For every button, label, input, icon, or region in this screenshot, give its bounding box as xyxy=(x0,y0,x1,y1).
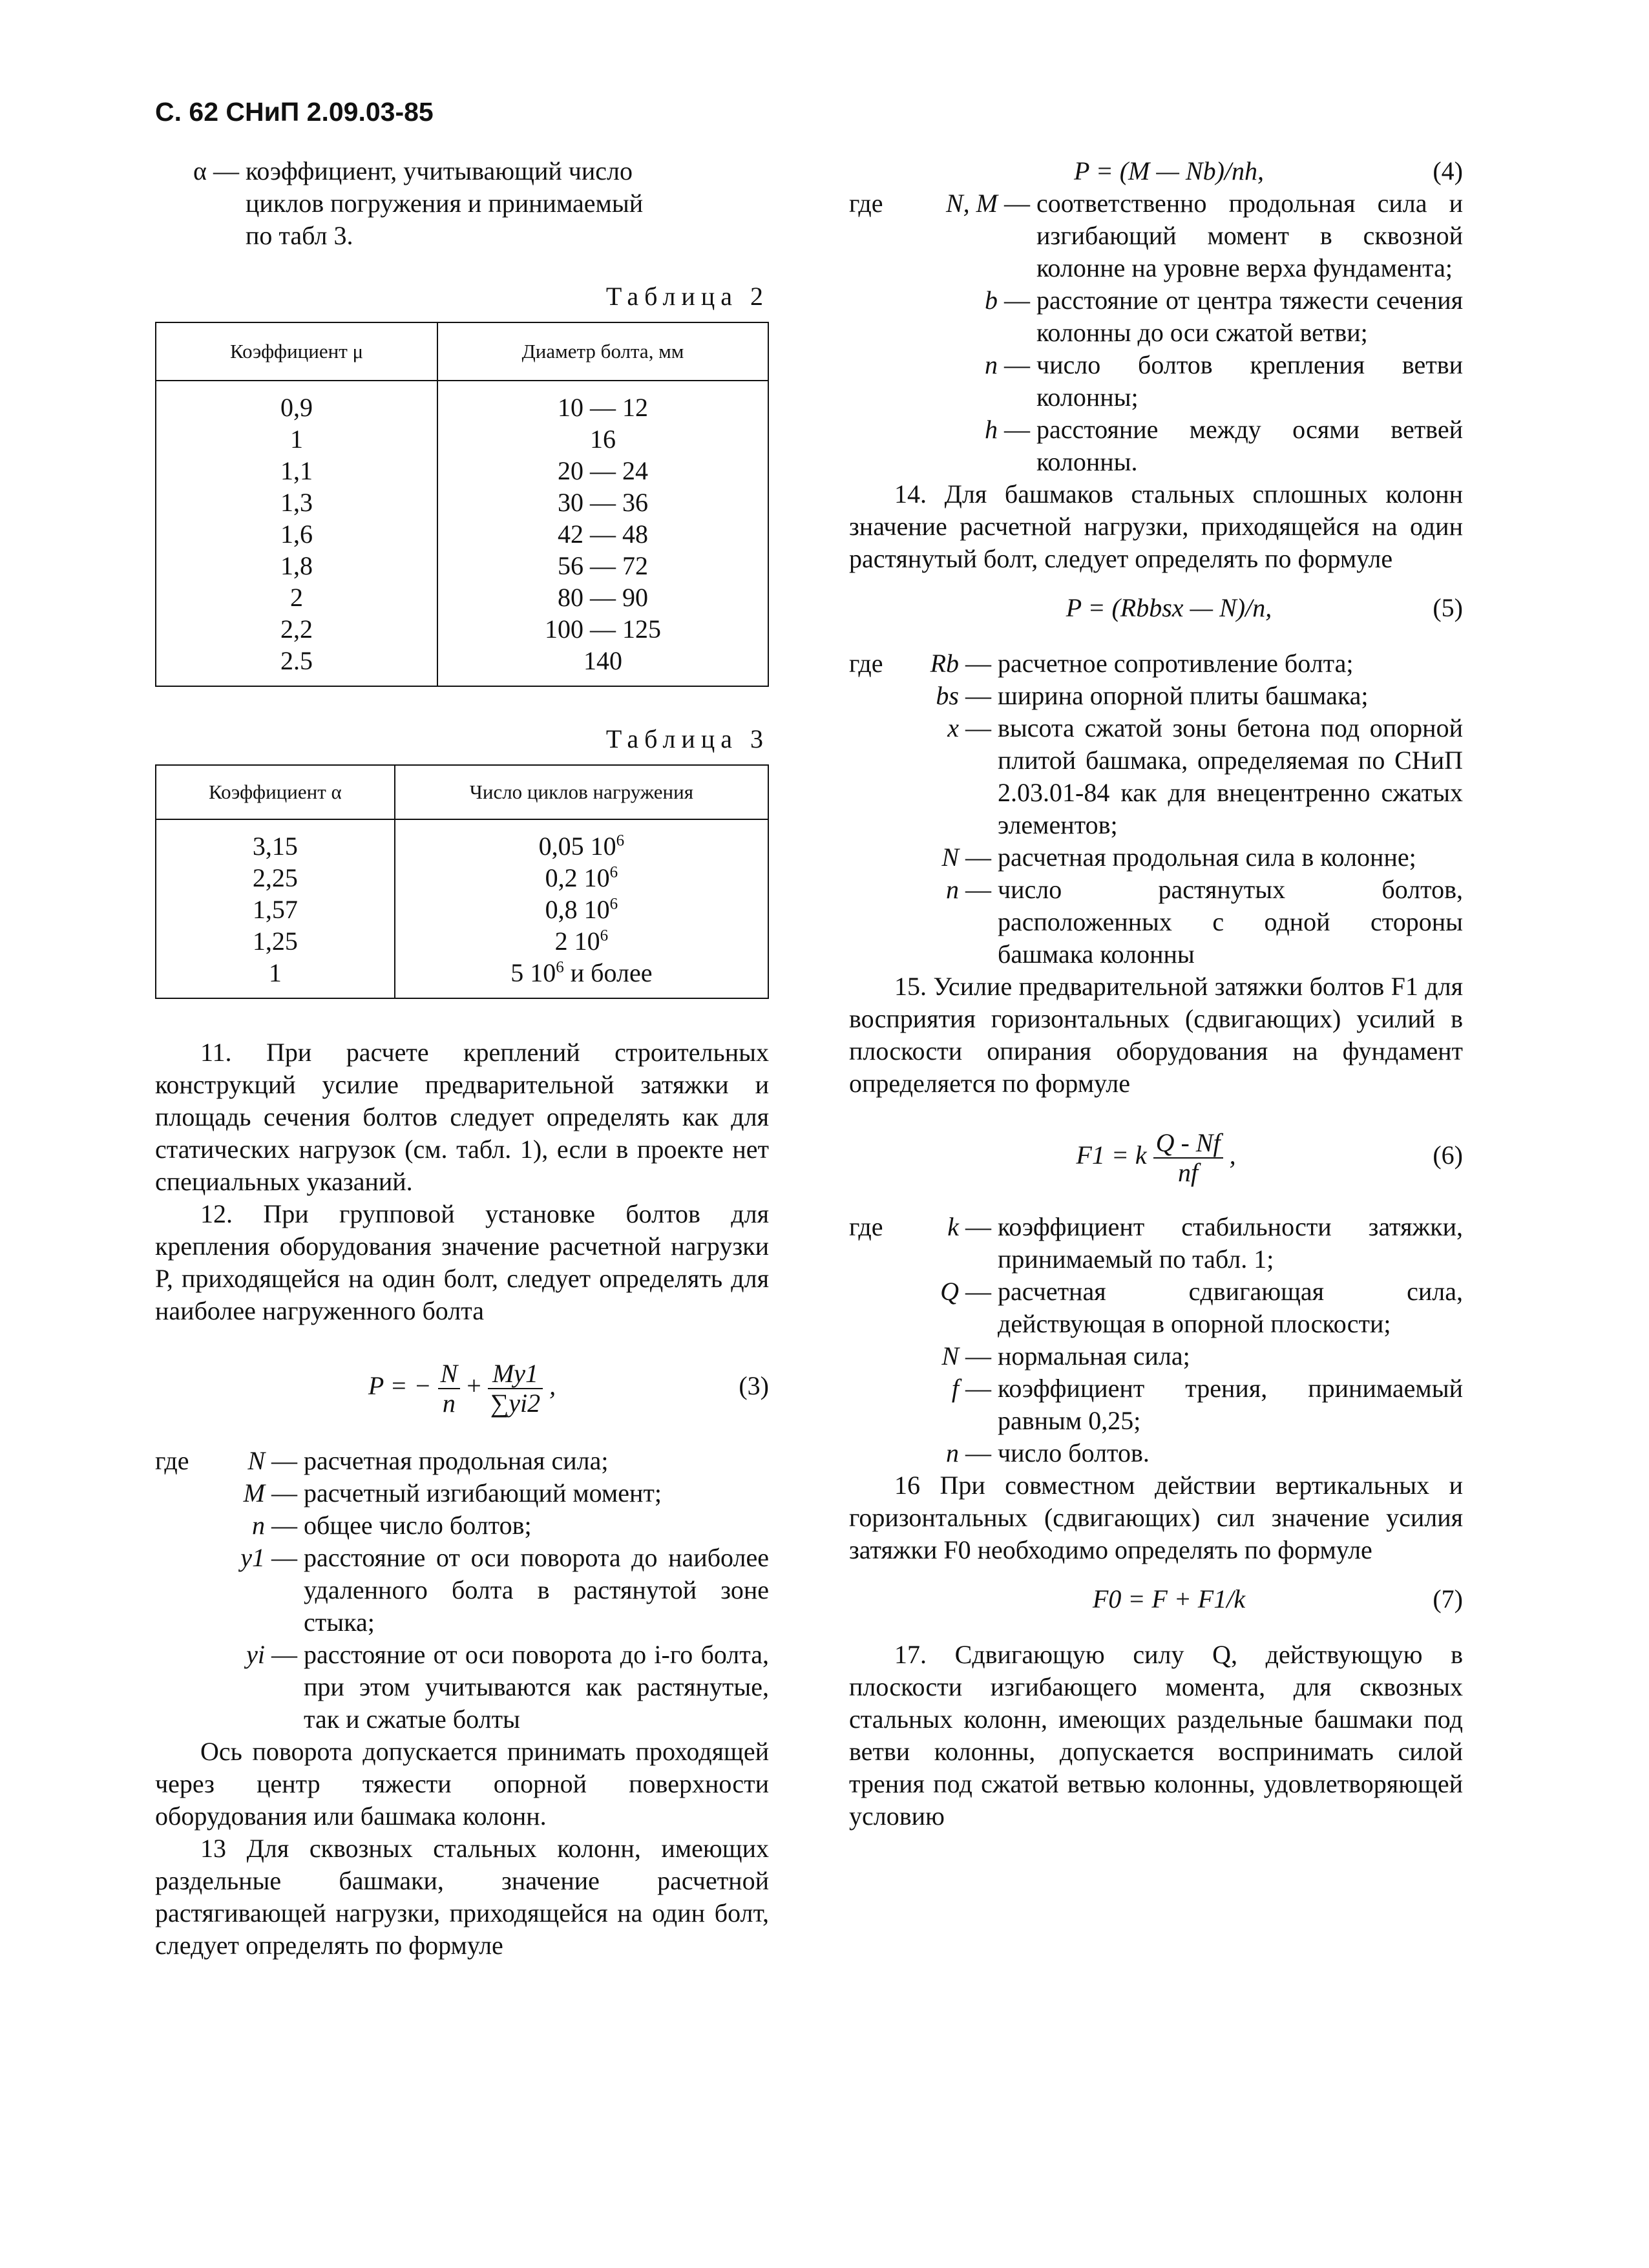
formula-3-definitions xyxy=(155,1445,769,1736)
definition-row xyxy=(849,349,1463,414)
definition-symbol: k xyxy=(947,1212,959,1241)
cycles-mantissa: 5 10 xyxy=(510,958,556,987)
table-row xyxy=(156,613,768,645)
definition-row xyxy=(849,680,1463,712)
definition-symbol: n xyxy=(946,875,959,904)
table-cell: 0,9 xyxy=(156,381,437,423)
formula-7-body: F0 = F + F1/k xyxy=(1092,1584,1246,1613)
table2-title: Таблица 2 xyxy=(605,282,769,311)
definition-symbol: x xyxy=(947,713,959,742)
def-text: коэффициент, учитывающий число циклов погружения и принимаемый по табл 3. xyxy=(246,156,644,250)
definition-row xyxy=(155,1542,769,1639)
table-cell: 1,25 xyxy=(156,925,395,957)
definition-lead: где xyxy=(849,1212,883,1241)
definition-dash: — xyxy=(271,1543,297,1572)
formula-number: (6) xyxy=(1433,1140,1463,1170)
paragraph-13: 13 Для сквозных стальных колонн, имеющих раздельные башмаки, значение расчетной растягивающей нагрузки, приходящейся на один болт, следует определять по формуле xyxy=(155,1834,769,1960)
definition-dash: — xyxy=(965,1374,991,1403)
table-row xyxy=(156,862,768,894)
definition-row xyxy=(849,712,1463,841)
formula-tail: , xyxy=(549,1371,556,1400)
paragraph-axis: Ось поворота допускается принимать проходящей через центр тяжести опорной поверхности оборудования или башмака колонн. xyxy=(155,1737,769,1831)
numerator: My1 xyxy=(488,1360,543,1389)
definition-symbol: b xyxy=(985,286,998,315)
table-header: Коэффициент μ xyxy=(156,322,437,381)
right-column xyxy=(849,155,1463,1832)
cycles-mantissa: 2 10 xyxy=(554,927,600,956)
definition-dash: — xyxy=(271,1446,297,1475)
definition-symbol: N, M xyxy=(946,189,998,218)
table-header: Число циклов нагружения xyxy=(395,765,768,819)
definition-symbol: n xyxy=(946,1438,959,1467)
definition-text: расчетный изгибающий момент; xyxy=(304,1478,662,1507)
formula-3-body xyxy=(368,1344,556,1428)
formula-4-body: P = (M — Nb)/nh, xyxy=(1073,156,1265,185)
definition-symbol: y1 xyxy=(240,1543,265,1572)
table-cell xyxy=(395,957,768,998)
cycles-mantissa: 0,8 10 xyxy=(545,895,610,924)
paragraph-14: 14. Для башмаков стальных сплошных колонн значение расчетной нагрузки, приходящейся на один растянутый болт, следует определять по формуле xyxy=(849,479,1463,573)
definition-dash: — xyxy=(271,1511,297,1540)
formula-number: (3) xyxy=(739,1371,769,1400)
table-cell: 1,57 xyxy=(156,894,395,925)
table-cell: 56 — 72 xyxy=(437,550,768,582)
definition-dash: — xyxy=(965,649,991,678)
table-cell: 2.5 xyxy=(156,645,437,686)
denominator: ∑yi2 xyxy=(490,1388,541,1418)
definition-dash: — xyxy=(965,1438,991,1467)
definition-dash: — xyxy=(965,843,991,872)
definition-dash: — xyxy=(1004,350,1030,379)
definition-symbol: h xyxy=(985,415,998,444)
table-row xyxy=(156,423,768,455)
table-cell: 3,15 xyxy=(156,819,395,862)
definition-lead: где xyxy=(849,649,883,678)
table-row xyxy=(156,487,768,518)
definition-symbol: M xyxy=(243,1478,265,1507)
table-row xyxy=(156,550,768,582)
numerator: Q - Nf xyxy=(1153,1129,1223,1159)
table-cell xyxy=(395,894,768,925)
definition-row xyxy=(849,1211,1463,1276)
formula-5-definitions xyxy=(849,647,1463,971)
definition-dash: — xyxy=(1004,189,1030,218)
definition-text: расчетная продольная сила в колонне; xyxy=(998,843,1416,872)
formula-number: (4) xyxy=(1433,156,1463,185)
definition-dash: — xyxy=(965,1277,991,1306)
paragraph-16: 16 При совместном действии вертикальных и горизонтальных (сдвигающих) сил значение усилия затяжки F0 необходимо определять по формуле xyxy=(849,1471,1463,1564)
formula-number: (5) xyxy=(1433,593,1463,622)
def-symbol: α xyxy=(193,156,207,185)
definition-text: общее число болтов; xyxy=(304,1511,532,1540)
formula-6-definitions xyxy=(849,1211,1463,1469)
cycles-mantissa: 0,05 10 xyxy=(538,832,616,861)
table-row xyxy=(156,957,768,998)
table-row xyxy=(156,645,768,686)
definition-text: ширина опорной плиты башмака; xyxy=(998,681,1369,710)
denominator: n xyxy=(442,1388,456,1418)
definition-text: число болтов. xyxy=(998,1438,1150,1467)
table-cell: 42 — 48 xyxy=(437,518,768,550)
table-header: Диаметр болта, мм xyxy=(437,322,768,381)
definition-text: нормальная сила; xyxy=(998,1341,1190,1370)
definition-row xyxy=(849,647,1463,680)
definition-symbol: n xyxy=(985,350,998,379)
definition-row xyxy=(849,1340,1463,1372)
formula-5-body: P = (Rbbsx — N)/n, xyxy=(1066,593,1272,622)
left-column xyxy=(155,155,769,1962)
definition-text: расстояние от центра тяжести сечения колонны до оси сжатой ветви; xyxy=(1036,286,1463,347)
table-cell: 30 — 36 xyxy=(437,487,768,518)
table-cell: 1 xyxy=(156,957,395,998)
formula-6-body xyxy=(1076,1117,1235,1194)
cycles-exponent: 6 xyxy=(600,927,609,945)
formula-4 xyxy=(849,155,1463,187)
formula-3 xyxy=(155,1344,769,1428)
paragraph-17: 17. Сдвигающую силу Q, действующую в плоскости изгибающего момента, для сквозных стальных колонн, имеющих раздельные башмаки под ветви колонны, допускается воспринимать силой трения под сжатой ветвью колонны, удовлетворяющей условию xyxy=(849,1640,1463,1831)
definition-row xyxy=(155,1445,769,1477)
definition-text: высота сжатой зоны бетона под опорной плитой башмака, определяемая по СНиП 2.03.01-84 как для внецентренно сжатых элементов; xyxy=(998,713,1463,839)
definition-text: расстояние от оси поворота до i-го болта, при этом учитываются как растянутые, так и сжатые болты xyxy=(304,1640,769,1734)
definition-row xyxy=(849,841,1463,874)
page-header: С. 62 СНиП 2.09.03-85 xyxy=(155,97,434,127)
definition-symbol: f xyxy=(951,1374,959,1403)
table-cell: 80 — 90 xyxy=(437,582,768,613)
table-cell: 140 xyxy=(437,645,768,686)
definition-row xyxy=(849,1437,1463,1469)
definition-dash: — xyxy=(965,875,991,904)
table-cell xyxy=(395,862,768,894)
definition-symbol: Rb xyxy=(930,649,959,678)
table3-title: Таблица 3 xyxy=(605,724,769,753)
definition-symbol: bs xyxy=(936,681,959,710)
cycles-suffix: и более xyxy=(563,958,653,987)
table-row xyxy=(156,925,768,957)
table-cell: 2,2 xyxy=(156,613,437,645)
table-2 xyxy=(155,322,769,687)
formula-tail: , xyxy=(1229,1140,1236,1170)
numerator: N xyxy=(438,1360,461,1389)
cycles-exponent: 6 xyxy=(556,958,564,976)
fraction xyxy=(488,1360,543,1418)
definition-dash: — xyxy=(271,1478,297,1507)
definition-row xyxy=(155,1477,769,1509)
table-cell: 1,6 xyxy=(156,518,437,550)
formula-5 xyxy=(849,592,1463,631)
definition-row xyxy=(849,284,1463,349)
definition-text: расчетное сопротивление болта; xyxy=(998,649,1354,678)
table-cell xyxy=(395,819,768,862)
table-cell xyxy=(395,925,768,957)
table-cell: 1,3 xyxy=(156,487,437,518)
definition-symbol: yi xyxy=(246,1640,265,1669)
formula-lhs: P = − xyxy=(368,1371,432,1400)
table-row xyxy=(156,894,768,925)
definition-dash: — xyxy=(1004,286,1030,315)
plus-sign: + xyxy=(467,1371,481,1400)
definition-symbol: N xyxy=(941,843,959,872)
definition-text: расстояние между осями ветвей колонны. xyxy=(1036,415,1463,476)
table3-body xyxy=(156,819,768,998)
def-dash: — xyxy=(213,156,239,185)
formula-4-definitions xyxy=(849,187,1463,478)
definition-dash: — xyxy=(965,713,991,742)
table-header: Коэффициент α xyxy=(156,765,395,819)
definition-dash: — xyxy=(271,1640,297,1669)
definition-text: коэффициент стабильности затяжки, принимаемый по табл. 1; xyxy=(998,1212,1463,1274)
definition-text: расстояние от оси поворота до наиболее удаленного болта в растянутой зоне стыка; xyxy=(304,1543,769,1637)
definition-lead: где xyxy=(155,1446,189,1475)
paragraph-12-text: 12. При групповой установке болтов для крепления оборудования значение расчетной нагрузки P, приходящейся на один болт, следует определять для наиболее нагруженного болта xyxy=(155,1199,769,1325)
definition-row xyxy=(849,187,1463,284)
definition-text: расчетная сдвигающая сила, действующая в опорной плоскости; xyxy=(998,1277,1463,1338)
formula-number: (7) xyxy=(1433,1584,1463,1613)
paragraph-11: 11. При расчете креплений строительных конструкций усилие предварительной затяжки и площадь сечения болтов следует определять как для статических нагрузок (см. табл. 1), если в проекте нет специальных указаний. xyxy=(155,1038,769,1196)
table-cell: 100 — 125 xyxy=(437,613,768,645)
table-cell: 1,8 xyxy=(156,550,437,582)
definition-dash: — xyxy=(1004,415,1030,444)
table-cell: 10 — 12 xyxy=(437,381,768,423)
table-cell: 1 xyxy=(156,423,437,455)
definition-dash: — xyxy=(965,1341,991,1370)
definition-text: коэффициент трения, принимаемый равным 0,25; xyxy=(998,1374,1463,1435)
definition-text: расчетная продольная сила; xyxy=(304,1446,609,1475)
table-row xyxy=(156,455,768,487)
definition-text: число болтов крепления ветви колонны; xyxy=(1036,350,1463,412)
cycles-exponent: 6 xyxy=(616,832,625,850)
table-row xyxy=(156,518,768,550)
definition-symbol: Q xyxy=(940,1277,959,1306)
table-row xyxy=(156,582,768,613)
table-cell: 1,1 xyxy=(156,455,437,487)
table-row xyxy=(156,819,768,862)
formula-7 xyxy=(849,1583,1463,1622)
definition-text: соответственно продольная сила и изгибающий момент в сквозной колонне на уровне верха фундамента; xyxy=(1036,189,1463,282)
definition-row xyxy=(849,1372,1463,1437)
denominator: nf xyxy=(1178,1157,1199,1187)
table-row xyxy=(156,381,768,423)
definition-text: число растянутых болтов, расположенных с одной стороны башмака колонны xyxy=(998,875,1463,969)
definition-row xyxy=(849,874,1463,971)
definition-row xyxy=(155,1639,769,1736)
fraction xyxy=(1153,1129,1223,1187)
definition-dash: — xyxy=(965,681,991,710)
table2-body xyxy=(156,381,768,686)
definition-dash: — xyxy=(965,1212,991,1241)
table-cell: 2,25 xyxy=(156,862,395,894)
paragraph-15: 15. Усилие предварительной затяжки болтов F1 для восприятия горизонтальных (сдвигающих) усилий в плоскости опирания оборудования на фундамент определяется по формуле xyxy=(849,972,1463,1098)
fraction xyxy=(438,1360,461,1418)
cycles-mantissa: 0,2 10 xyxy=(545,863,610,892)
definition-symbol: N xyxy=(247,1446,265,1475)
cycles-exponent: 6 xyxy=(609,863,618,881)
paragraph-12 xyxy=(155,1198,769,1327)
definition-symbol: N xyxy=(941,1341,959,1370)
definition-row xyxy=(155,1509,769,1542)
alpha-definition xyxy=(155,155,769,252)
formula-6 xyxy=(849,1117,1463,1194)
cycles-exponent: 6 xyxy=(609,895,618,913)
definition-row xyxy=(849,414,1463,478)
definition-row xyxy=(849,1276,1463,1340)
definition-lead: где xyxy=(849,189,883,218)
table-cell: 16 xyxy=(437,423,768,455)
definition-symbol: n xyxy=(252,1511,265,1540)
table-cell: 20 — 24 xyxy=(437,455,768,487)
table-cell: 2 xyxy=(156,582,437,613)
table-3 xyxy=(155,764,769,999)
formula-lhs: F1 = k xyxy=(1076,1140,1147,1170)
